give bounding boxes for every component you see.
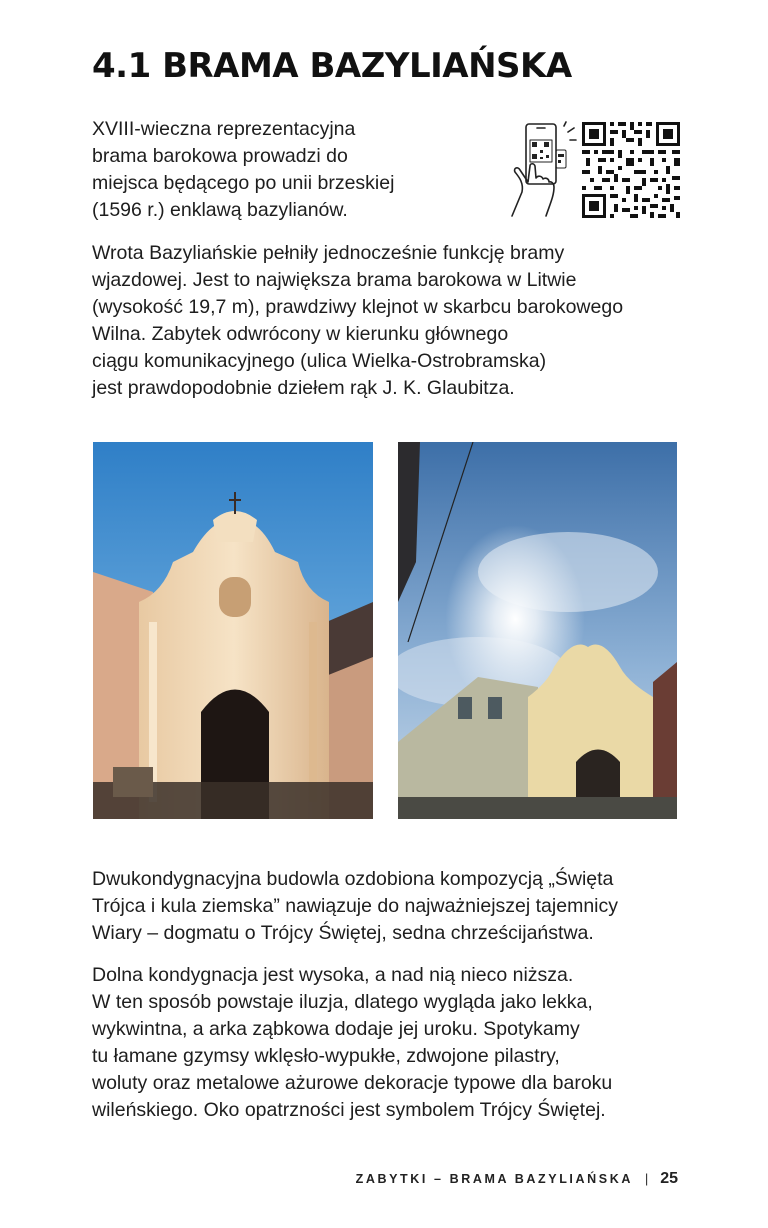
page-number: 25 <box>660 1170 678 1187</box>
text-line: jest prawdopodobnie dziełem rąk J. K. Glaubitza. <box>92 377 515 399</box>
footer-section-label: ZABYTKI – BRAMA BAZYLIAŃSKA <box>355 1172 633 1186</box>
page-title: 4.1 BRAMA BAZYLIAŃSKA <box>92 46 572 86</box>
text-line: Wilna. Zabytek odwrócony w kierunku głównego <box>92 323 509 345</box>
qr-block[interactable] <box>506 120 681 220</box>
text-line: ciągu komunikacyjnego (ulica Wielka-Ostrobramska) <box>92 350 547 372</box>
basilian-gate-sky-photo <box>398 442 677 819</box>
footer-separator: | <box>644 1172 649 1186</box>
text-line: Wiary – dogmatu o Trójcy Świętej, sedna chrześcijaństwa. <box>92 922 594 944</box>
text-line: (wysokość 19,7 m), prawdziwy klejnot w skarbcu barokowego <box>92 296 624 318</box>
text-line: Dwukondygnacyjna budowla ozdobiona kompozycją „Święta <box>92 868 614 890</box>
qr-code-icon[interactable] <box>582 122 680 218</box>
paragraph-trinity <box>92 866 618 947</box>
phone-scan-icon <box>512 122 576 216</box>
text-line: Dolna kondygnacja jest wysoka, a nad nią nieco niższa. <box>92 964 574 986</box>
text-line: miejsca będącego po unii brzeskiej <box>92 172 395 194</box>
paragraph-architecture <box>92 962 612 1124</box>
text-line: Wrota Bazyliańskie pełniły jednocześnie funkcję bramy <box>92 242 565 264</box>
text-line: woluty oraz metalowe ażurowe dekoracje typowe dla baroku <box>92 1072 613 1094</box>
text-line: Trójca i kula ziemska” nawiązuje do najważniejszej tajemnicy <box>92 895 618 917</box>
page-footer <box>356 1170 678 1188</box>
text-line: tu łamane gzymsy wklęsło-wypukłe, zdwojone pilastry, <box>92 1045 560 1067</box>
text-line: wykwintna, a arka ząbkowa dodaje jej uroku. Spotykamy <box>92 1018 580 1040</box>
intro-paragraph <box>92 116 394 224</box>
text-line: brama barokowa prowadzi do <box>92 145 348 167</box>
text-line: wileńskiego. Oko opatrzności jest symbolem Trójcy Świętej. <box>92 1099 606 1121</box>
text-line: W ten sposób powstaje iluzja, dlatego wygląda jako lekka, <box>92 991 593 1013</box>
text-line: (1596 r.) enklawą bazylianów. <box>92 199 348 221</box>
basilian-gate-dusk-photo <box>93 442 373 819</box>
paragraph-history <box>92 240 623 402</box>
text-line: XVIII-wieczna reprezentacyjna <box>92 118 356 140</box>
text-line: wjazdowej. Jest to największa brama barokowa w Litwie <box>92 269 577 291</box>
